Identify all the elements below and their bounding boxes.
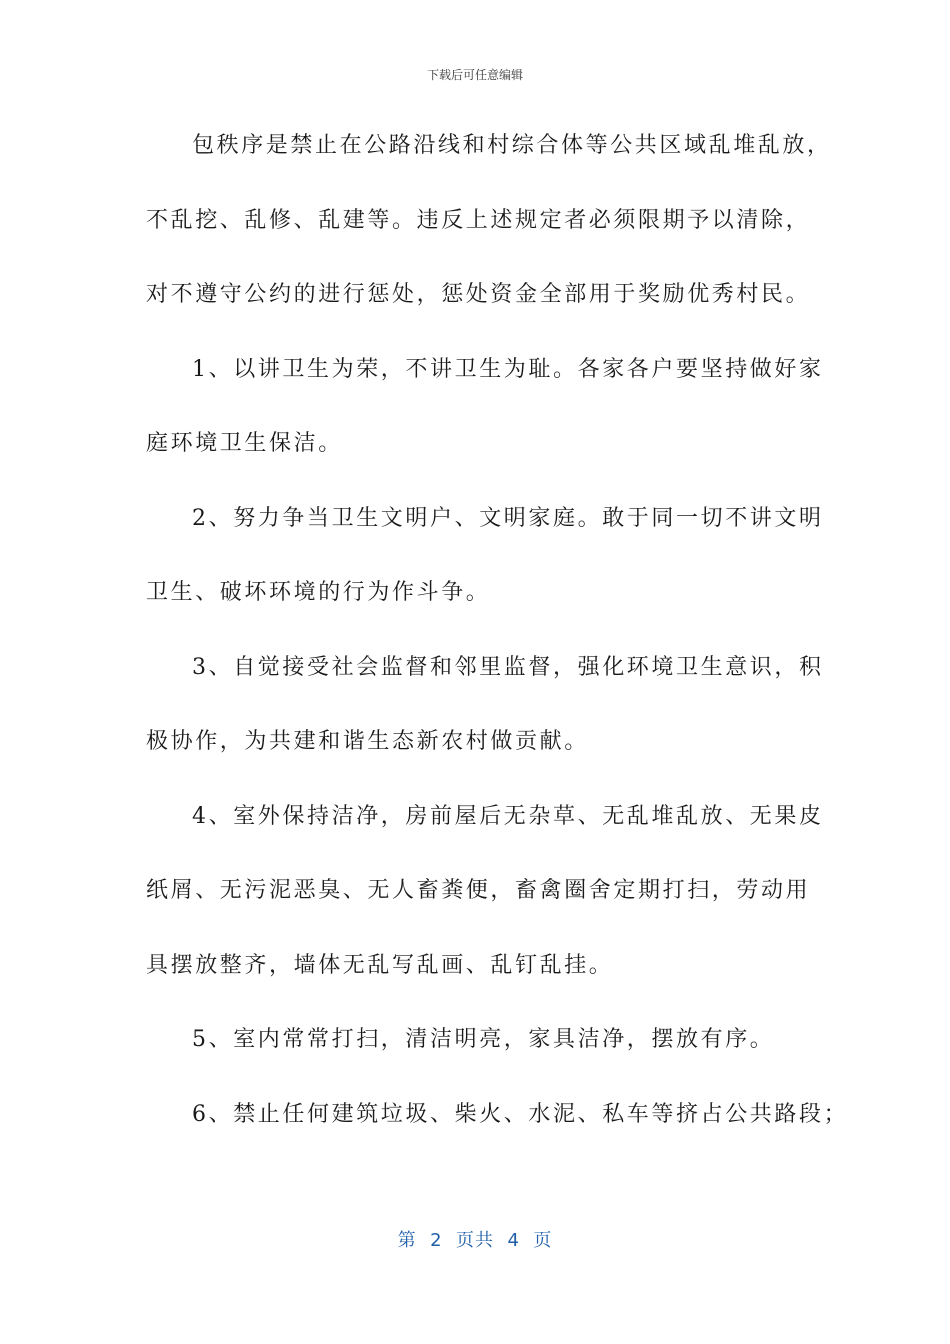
page-header-note: 下载后可任意编辑 <box>426 68 523 82</box>
text-line: 6、禁止任何建筑垃圾、柴火、水泥、私车等挤占公共路段； <box>192 1101 849 1127</box>
text-line: 不乱挖、乱修、乱建等。违反上述规定者必须限期予以清除， <box>146 207 811 233</box>
text-line: 具摆放整齐，墙体无乱写乱画、乱钉乱挂。 <box>146 952 614 978</box>
text-line: 纸屑、无污泥恶臭、无人畜粪便，畜禽圈舍定期打扫，劳动用 <box>146 878 811 903</box>
text-line: 包秩序是禁止在公路沿线和村综合体等公共区域乱堆乱放， <box>192 133 832 158</box>
text-line: 4、室外保持洁净，房前屋后无杂草、无乱堆乱放、无果皮 <box>192 803 824 829</box>
text-line: 庭环境卫生保洁。 <box>146 431 343 456</box>
text-line: 3、自觉接受社会监督和邻里监督，强化环境卫生意识，积 <box>192 654 824 680</box>
text-line: 5、室内常常打扫，清洁明亮，家具洁净，摆放有序。 <box>192 1027 775 1052</box>
text-line: 1、以讲卫生为荣，不讲卫生为耻。各家各户要坚持做好家 <box>192 356 824 382</box>
document-body <box>146 128 849 1171</box>
text-line: 极协作，为共建和谐生态新农村做贡献。 <box>146 729 589 754</box>
text-line: 对不遵守公约的进行惩处，惩处资金全部用于奖励优秀村民。 <box>146 282 811 307</box>
page-number: 第 2 页共 4 页 <box>397 1230 553 1251</box>
text-line: 卫生、破坏环境的行为作斗争。 <box>146 580 491 605</box>
text-line: 2、努力争当卫生文明户、文明家庭。敢于同一切不讲文明 <box>192 505 824 531</box>
